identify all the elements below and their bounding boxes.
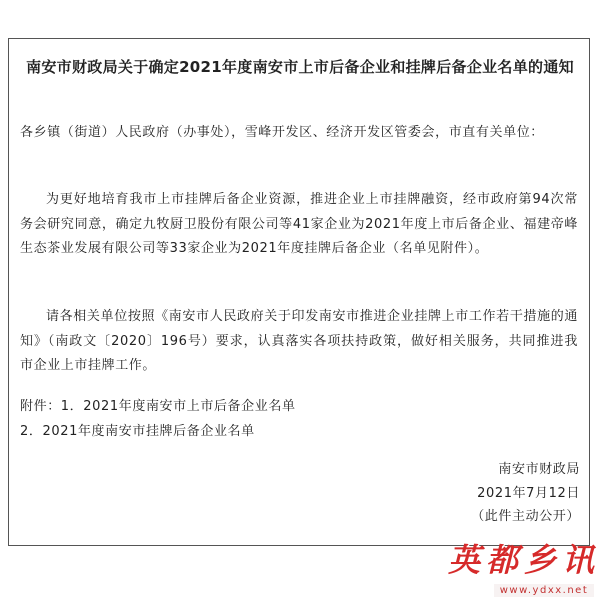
addressee: 各乡镇（街道）人民政府（办事处），雪峰开发区、经济开发区管委会，市直有关单位： (20, 125, 544, 140)
body-paragraph-2: 请各相关单位按照《南安市人民政府关于印发南安市推进企业挂牌上市工作若干措施的通知》（南政文〔2020〕196号）要求，认真落实各项扶持政策，做好相关服务，共同推进我市企业上市挂牌工作。 (20, 309, 578, 373)
document-title: 南安市财政局关于确定2021年度南安市上市后备企业和挂牌后备企业名单的通知 (26, 58, 574, 76)
issue-date: 2021年7月12日 (477, 486, 580, 501)
attachment-line-2: 2．2021年度南安市挂牌后备企业名单 (20, 424, 255, 439)
attachment-line-1: 附件：1．2021年度南安市上市后备企业名单 (20, 399, 296, 414)
watermark-site-name: 英都乡讯 (448, 541, 600, 579)
body-paragraph-1: 为更好地培育我市上市挂牌后备企业资源，推进企业上市挂牌融资，经市政府第94次常务会研究同意，确定九牧厨卫股份有限公司等41家企业为2021年度上市后备企业、福建帝峰生态茶业发展有限公司等33家企业为2021年度挂牌后备企业（名单见附件）。 (20, 192, 578, 256)
watermark-url: www.ydxx.net (494, 584, 594, 597)
issuer: 南安市财政局 (498, 462, 580, 477)
site-watermark (430, 540, 598, 600)
disclosure-note: （此件主动公开） (471, 509, 580, 524)
